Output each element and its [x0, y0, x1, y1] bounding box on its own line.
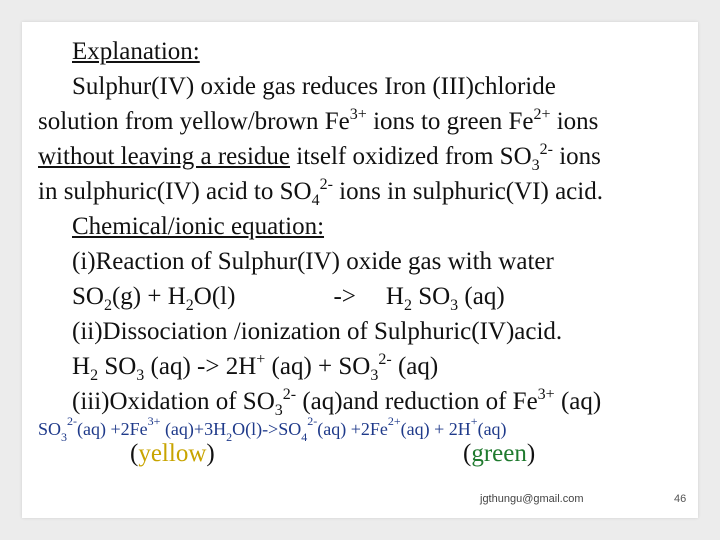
equation-water: $SO_2(g) + H_2O(l) -> H_2$ $SO_3$ (aq): [72, 283, 505, 314]
green-word: green: [471, 440, 527, 467]
residue-phrase: without leaving a residue: [38, 143, 291, 170]
page-number: 46: [674, 493, 687, 505]
text-line-10: (iii)Oxidation of $SO_3^{2-}$ (aq)and reduction of $Fe^{3+}$ (aq): [72, 386, 602, 419]
text-line-6: (i)Reaction of Sulphur(IV) oxide gas with water: [72, 248, 554, 275]
footer-email: jgthungu@gmail.com: [480, 493, 584, 505]
text-line-3: without leaving a residue itself oxidized from $SO_3^{2-}$ ions: [38, 141, 601, 174]
green-label: (green): [463, 440, 536, 467]
yellow-word: yellow: [138, 440, 207, 467]
ionic-equation: $SO_3^{2-}(aq) +2Fe^{3+}$ $(aq)+3H_2O(l)->SO_4^{2-}(aq) +2Fe^{2+}(aq) + 2H^+(aq)$: [38, 414, 507, 444]
text-line-4: in sulphuric(IV) acid to $SO_4^{2-}$ ions in sulphuric(VI) acid.: [38, 176, 603, 209]
equation-heading: Chemical/ionic equation:: [72, 213, 325, 240]
text-line-1: Sulphur(IV) oxide gas reduces Iron (III)chloride: [72, 73, 556, 100]
explanation-heading: Explanation:: [72, 38, 200, 65]
text-line-8: (ii)Dissociation /ionization of Sulphuric(IV)acid.: [72, 318, 563, 345]
text-line-2: solution from yellow/brown $Fe^{3+}$ ions to green $Fe^{2+}$ ions: [38, 106, 599, 135]
yellow-label: (yellow): [130, 440, 215, 467]
equation-dissociation: $H_2$ $SO_3$ (aq) -> 2H+ $(aq) + SO_3^{2-}$ (aq): [72, 351, 439, 384]
